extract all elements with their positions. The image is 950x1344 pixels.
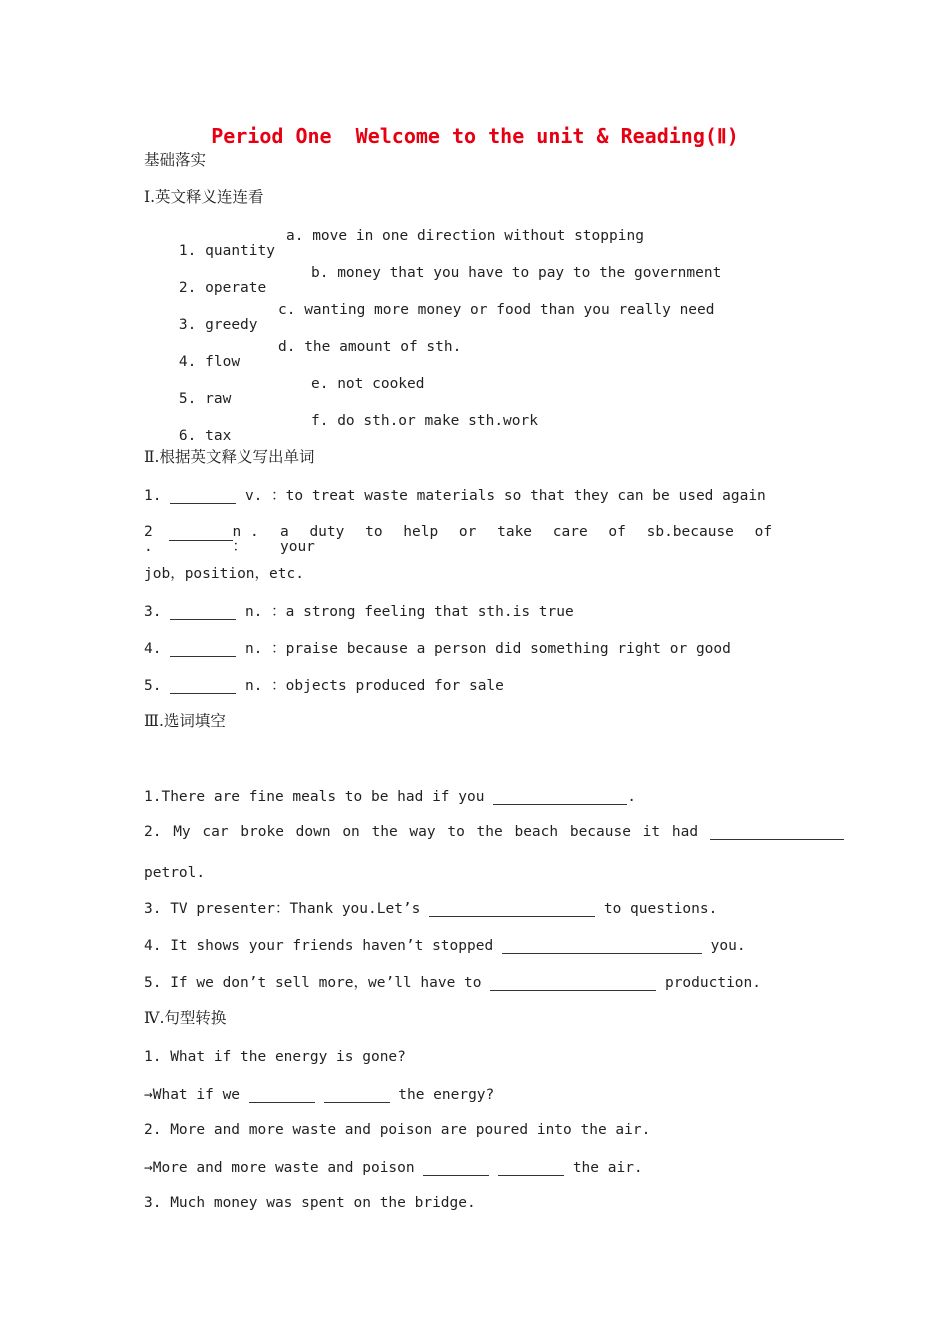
sentence-end: the air. — [564, 1160, 643, 1176]
item-number: 1. — [178, 242, 197, 259]
item-number: 4. — [144, 641, 162, 657]
section-4-heading: Ⅳ.句型转换 — [144, 1009, 227, 1027]
transform-item-1: 1. What if the energy is gone? — [144, 1049, 406, 1065]
answer-blank[interactable] — [324, 1087, 390, 1103]
transform-answer-1 — [144, 1087, 494, 1103]
definition-text: to treat waste materials so that they can be used again — [285, 488, 766, 504]
sentence-start: →More and more waste and poison — [144, 1160, 424, 1176]
match-word: raw — [205, 390, 232, 407]
section-2-heading: Ⅱ.根据英文释义写出单词 — [144, 448, 315, 466]
match-definition-e: e. not cooked — [311, 376, 425, 392]
answer-blank[interactable] — [249, 1087, 315, 1103]
sentence-start: 4. It shows your friends haven’t stopped — [144, 938, 502, 954]
sentence-start: 2. My car broke down on the way to the beach because it had — [144, 824, 710, 840]
sentence-start: →What if we — [144, 1087, 249, 1103]
part-of-speech: v. ： — [244, 488, 286, 504]
match-definition-c: c. wanting more money or food than you really need — [278, 302, 715, 318]
answer-blank[interactable] — [170, 604, 236, 620]
match-word: quantity — [205, 242, 275, 259]
definition-text: a duty to help or take care of sb.because of your — [279, 524, 773, 555]
sentence-end: to questions. — [595, 901, 718, 917]
answer-blank[interactable] — [169, 525, 232, 541]
section-3-heading: Ⅲ.选词填空 — [144, 712, 226, 730]
answer-blank[interactable] — [710, 824, 844, 840]
sentence-start: 1.There are fine meals to be had if you — [144, 789, 494, 805]
fill-item-5 — [144, 975, 761, 991]
transform-item-3: 3. Much money was spent on the bridge. — [144, 1195, 476, 1211]
transform-item-2: 2. More and more waste and poison are poured into the air. — [144, 1122, 651, 1138]
match-word: greedy — [205, 316, 258, 333]
fill-item-2-continued: petrol. — [144, 865, 206, 881]
fill-item-1 — [144, 789, 636, 805]
answer-blank[interactable] — [170, 678, 236, 694]
answer-blank[interactable] — [423, 1160, 489, 1176]
sentence-end: the energy? — [389, 1087, 495, 1103]
sentence-start: 3. TV presenter：Thank you.Let’s — [144, 901, 430, 917]
definition-item-2-continued: job，position，etc. — [144, 566, 304, 582]
match-word: tax — [205, 427, 232, 444]
part-of-speech: n. ： — [244, 678, 286, 694]
part-of-speech: n. ： — [244, 641, 286, 657]
answer-blank[interactable] — [502, 938, 702, 954]
answer-blank[interactable] — [498, 1160, 564, 1176]
item-number: 2. — [178, 279, 197, 296]
answer-blank[interactable] — [170, 641, 236, 657]
match-word: flow — [205, 353, 241, 370]
answer-blank[interactable] — [429, 901, 595, 917]
match-definition-a: a. move in one direction without stopping — [286, 228, 644, 244]
definition-text: praise because a person did something right or good — [285, 641, 731, 657]
match-definition-b: b. money that you have to pay to the government — [311, 265, 722, 281]
item-number: 2 . — [144, 524, 153, 555]
sentence-start: 5. If we don’t sell more，we’ll have to — [144, 975, 491, 991]
part-of-speech: n. ： — [244, 604, 286, 620]
sentence-end: . — [627, 789, 636, 805]
part-of-speech: n . ： — [232, 524, 259, 555]
definition-item-5 — [144, 678, 504, 694]
section-1-heading: Ⅰ.英文释义连连看 — [144, 188, 264, 206]
item-number: 3. — [178, 316, 197, 333]
page-title: Period One Welcome to the unit & Reading(Ⅱ) — [211, 124, 739, 148]
item-number: 4. — [178, 353, 197, 370]
transform-answer-2 — [144, 1160, 643, 1176]
answer-blank[interactable] — [490, 975, 656, 991]
match-word: operate — [205, 279, 267, 296]
item-number: 5. — [178, 390, 197, 407]
fill-item-2 — [144, 824, 844, 840]
sentence-end: production. — [656, 975, 761, 991]
definition-text: objects produced for sale — [285, 678, 504, 694]
answer-blank[interactable] — [493, 789, 627, 805]
item-number: 3. — [144, 604, 162, 620]
fill-item-3 — [144, 901, 717, 917]
answer-blank[interactable] — [170, 488, 236, 504]
definition-item-3 — [144, 604, 574, 620]
definition-item-4 — [144, 641, 731, 657]
subtitle: 基础落实 — [144, 151, 207, 169]
item-number: 5. — [144, 678, 162, 694]
sentence-end: you. — [701, 938, 746, 954]
definition-text: a strong feeling that sth.is true — [285, 604, 574, 620]
item-number: 6. — [178, 427, 197, 444]
fill-item-4 — [144, 938, 746, 954]
match-definition-d: d. the amount of sth. — [278, 339, 462, 355]
definition-item-2 — [144, 525, 806, 554]
item-number: 1. — [144, 488, 162, 504]
definition-item-1 — [144, 488, 766, 504]
match-definition-f: f. do sth.or make sth.work — [311, 413, 538, 429]
